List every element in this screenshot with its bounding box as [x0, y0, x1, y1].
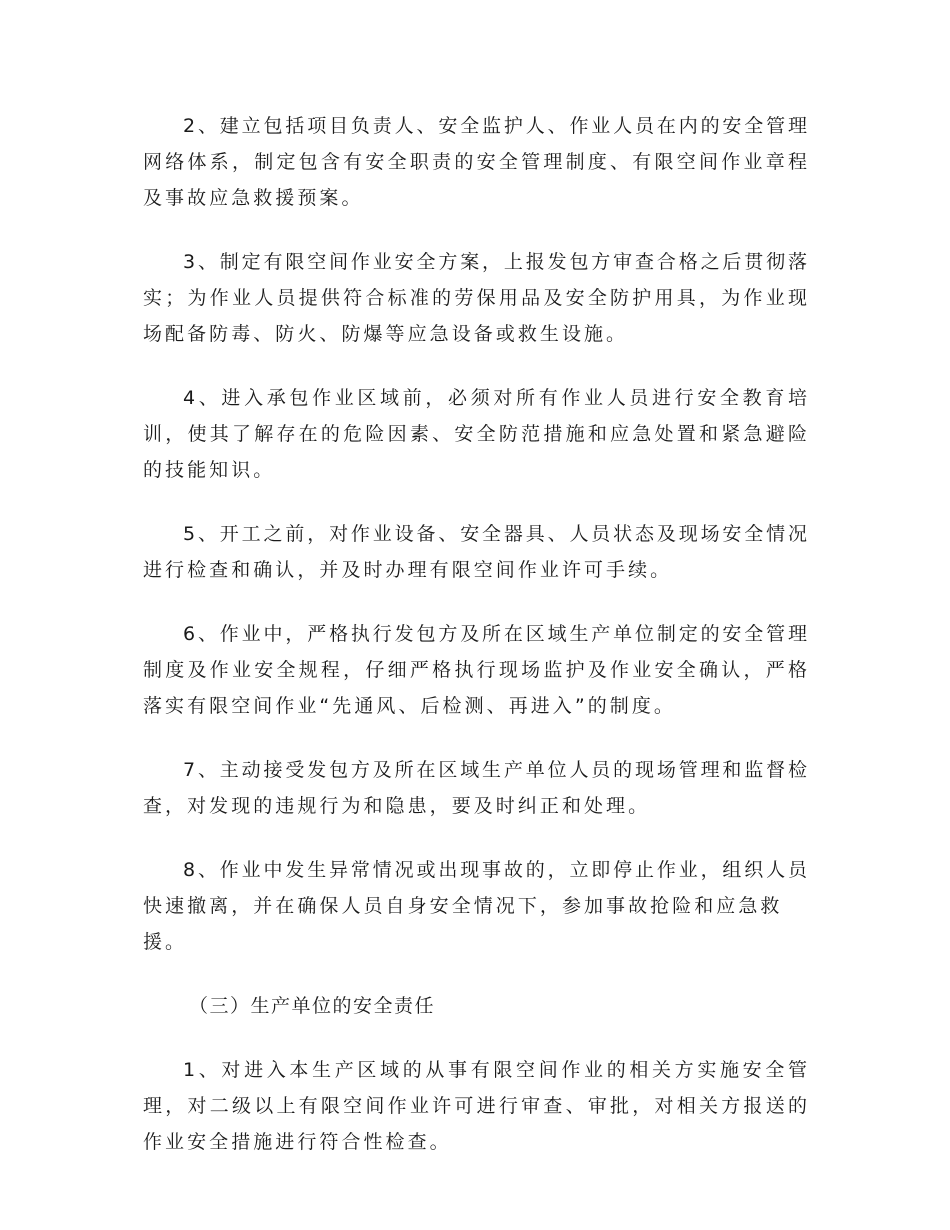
paragraph-line: 7、主动接受发包方及所在区域生产单位人员的现场管理和监督检: [183, 759, 807, 781]
paragraph-line: 落实有限空间作业“先通风、后检测、再进入”的制度。: [143, 695, 676, 717]
paragraph-line: 进行检查和确认，并及时办理有限空间作业许可手续。: [143, 559, 673, 581]
paragraph-line: 快速撤离，并在确保人员自身安全情况下，参加事故抢险和应急救: [143, 895, 783, 917]
paragraph-line: 场配备防毒、防火、防爆等应急设备或救生设施。: [143, 323, 629, 345]
paragraph-line: 理，对二级以上有限空间作业许可进行审查、审批，对相关方报送的: [143, 1095, 807, 1117]
paragraph-line: 援。: [143, 931, 188, 953]
paragraph-item-7: [143, 752, 807, 824]
paragraph-item-5: [143, 516, 807, 588]
paragraph-line: 实；为作业人员提供符合标准的劳保用品及安全防护用具，为作业现: [143, 287, 807, 309]
paragraph-line: 训，使其了解存在的危险因素、安全防范措施和应急处置和紧急避险: [143, 423, 807, 445]
paragraph-item-1: [143, 1052, 807, 1160]
paragraph-line: 2、建立包括项目负责人、安全监护人、作业人员在内的安全管理: [183, 115, 807, 137]
section-heading-text: （三）生产单位的安全责任: [189, 995, 436, 1017]
paragraph-line: 制度及作业安全规程，仔细严格执行现场监护及作业安全确认，严格: [143, 659, 807, 681]
paragraph-line: 3、制定有限空间作业安全方案，上报发包方审查合格之后贯彻落: [183, 251, 807, 273]
paragraph-line: 1、对进入本生产区域的从事有限空间作业的相关方实施安全管: [183, 1059, 807, 1081]
paragraph-item-3: [143, 244, 807, 352]
paragraph-line: 及事故应急救援预案。: [143, 187, 364, 209]
paragraph-line: 4、进入承包作业区域前，必须对所有作业人员进行安全教育培: [183, 387, 807, 409]
paragraph-line: 网络体系，制定包含有安全职责的安全管理制度、有限空间作业章程: [143, 151, 807, 173]
paragraph-item-8: [143, 852, 807, 960]
paragraph-item-4: [143, 380, 807, 488]
document-page: [143, 108, 807, 1160]
section-heading: [143, 988, 807, 1024]
paragraph-line: 5、开工之前，对作业设备、安全器具、人员状态及现场安全情况: [183, 523, 807, 545]
paragraph-line: 的技能知识。: [143, 459, 276, 481]
paragraph-item-6: [143, 616, 807, 724]
paragraph-line: 8、作业中发生异常情况或出现事故的，立即停止作业，组织人员: [183, 859, 807, 881]
paragraph-item-2: [143, 108, 807, 216]
paragraph-line: 6、作业中，严格执行发包方及所在区域生产单位制定的安全管理: [183, 623, 807, 645]
paragraph-line: 查，对发现的违规行为和隐患，要及时纠正和处理。: [143, 795, 651, 817]
paragraph-line: 作业安全措施进行符合性检查。: [143, 1131, 452, 1153]
